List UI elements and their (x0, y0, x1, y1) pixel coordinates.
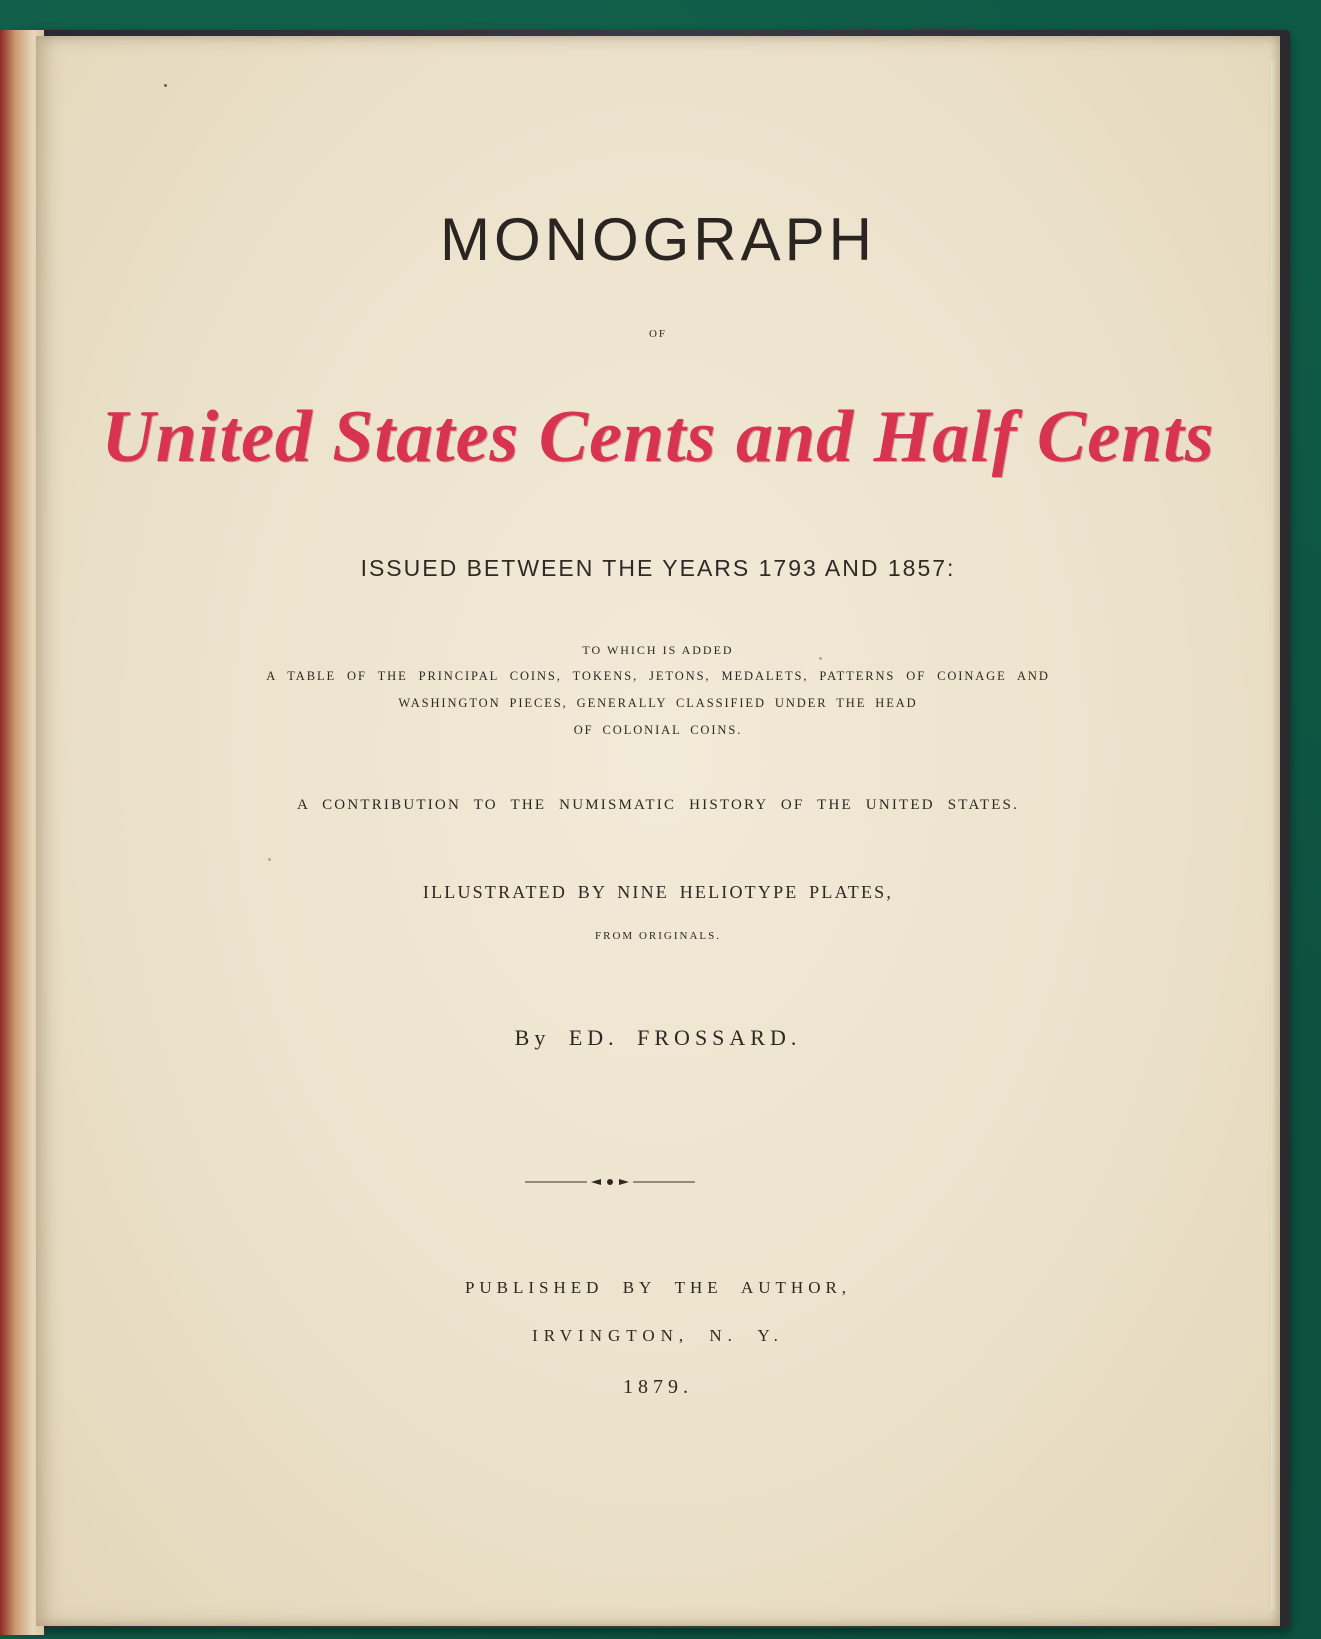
from-originals-line: FROM ORIGINALS. (595, 930, 721, 942)
issued-years-line: ISSUED BETWEEN THE YEARS 1793 AND 1857: (360, 555, 956, 581)
added-line-3: OF COLONIAL COINS. (573, 723, 743, 737)
publisher-line: PUBLISHED BY THE AUTHOR, (464, 1278, 852, 1297)
subject-title: United States Cents and Half Cents (101, 396, 1215, 478)
year-line: 1879. (623, 1376, 693, 1398)
author-line: By ED. FROSSARD. (514, 1025, 802, 1050)
contribution-line: A CONTRIBUTION TO THE NUMISMATIC HISTORY OF THE UNITED STATES. (296, 797, 1020, 813)
place-line: IRVINGTON, N. Y. (532, 1326, 784, 1345)
page-title: MONOGRAPH (439, 206, 877, 273)
of-label: OF (648, 328, 668, 340)
added-line-2: WASHINGTON PIECES, GENERALLY CLASSIFIED UNDER THE HEAD (398, 696, 918, 710)
paper-speck (268, 858, 271, 861)
illustrated-line: ILLUSTRATED BY NINE HELIOTYPE PLATES, (422, 882, 894, 902)
added-intro: TO WHICH IS ADDED (582, 643, 734, 657)
paper-speck (164, 84, 167, 87)
ornament-rule-icon (525, 1172, 695, 1192)
added-line-1: A TABLE OF THE PRINCIPAL COINS, TOKENS, JETONS, MEDALETS, PATTERNS OF COINAGE AND (266, 669, 1050, 683)
